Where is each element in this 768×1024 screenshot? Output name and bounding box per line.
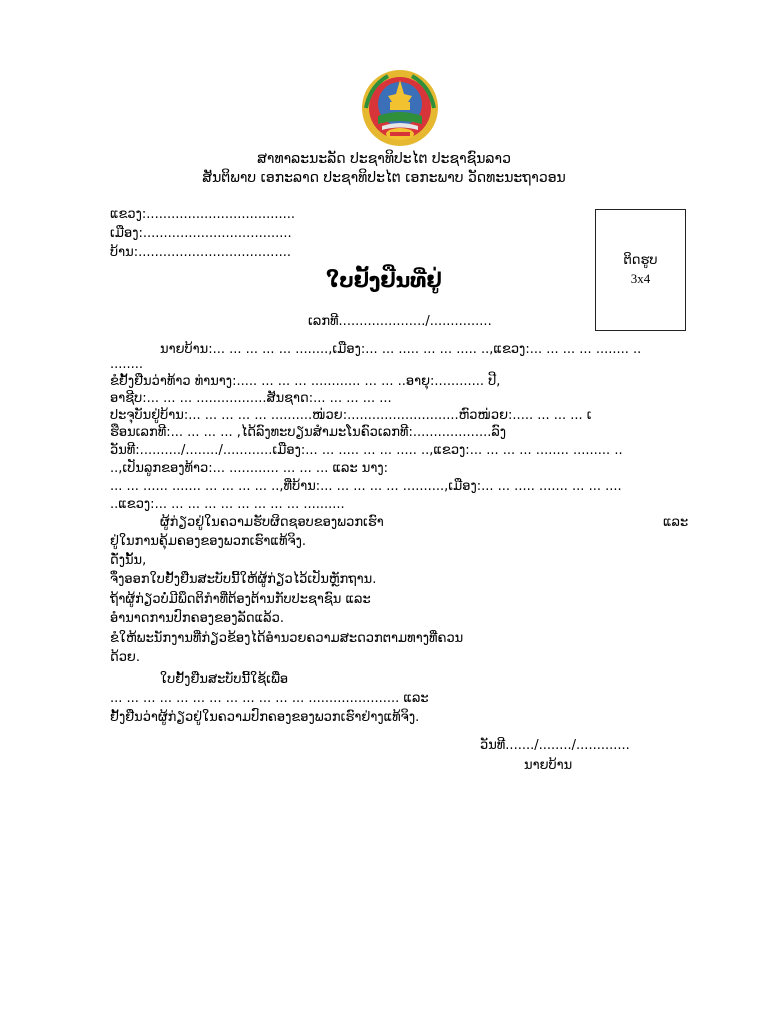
- body-line: ອຳນາດການປົກຄອງຂອງລັດແລ້ວ.: [110, 611, 284, 626]
- district-field: ເມືອງ:....................................: [110, 226, 292, 241]
- photo-label: ຕິດຮູບ: [623, 253, 658, 268]
- body-line: ແລະ: [663, 515, 689, 530]
- body-line: ........: [110, 357, 144, 372]
- body-line: ຢູ່ໃນການຄຸ້ມຄອງຂອງພວກເຮົາແທ້ຈິງ.: [110, 534, 307, 549]
- body-line: ດັ່ງນັ້ນ,: [110, 553, 147, 568]
- body-line: ຖ້າຜູ້ກ່ຽວບໍ່ມີພຶດຕິກຳທີ່ຕ້ອງຕ້ານກັບປະຊາຊົນ ແລະ: [110, 592, 371, 607]
- village-field: ບ້ານ:.....................................: [110, 245, 291, 260]
- body-line: ຢັ້ງຢືນວ່າຜູ້ກ່ຽວຢູ່ໃນຄວາມປົກຄອງຂອງພວກເຮົາຢ່າງແທ້ຈິງ.: [110, 710, 420, 725]
- motto-line: ສັນຕິພາບ ເອກະລາດ ປະຊາທິປະໄຕ ເອກະພາບ ວັດທະນະຖາວອນ: [202, 170, 566, 186]
- date-line: ວັນທີ......./......../.............: [480, 738, 630, 753]
- body-line: ... ... ... ... ... ... ... ... ... ... ... ... ...................... ແລະ: [110, 691, 429, 706]
- body-line: ... ... ...... ....... ... ... ... ... ..,ທີ່ບ້ານ:... ... ... ... ... ..........,ເມືອງ:... ... ..... ....... ... ... ....: [110, 479, 622, 494]
- body-line: ຜູ້ກ່ຽວຢູ່ໃນຄວາມຮັບຜິດຊອບຂອງພວກເຮົາ: [160, 515, 384, 530]
- body-line: ວັນທີ:........../......../............ເມືອງ:... ... ..... ... ... ..... ..,ແຂວງ:... ... ... ... ........ ......... ..: [110, 443, 623, 458]
- body-line: ປະຈຸບັນຢູ່ບ້ານ:... ... ... ... ... ..........ໜ່ວຍ:...........................ຫົວໜ່ວຍ:..... ... ... ... ເ: [110, 408, 592, 423]
- province-field: ແຂວງ:....................................: [110, 207, 296, 222]
- document-title: ໃບຢັ້ງຢືນທີ່ຢູ່: [326, 268, 442, 292]
- body-line: ນາຍບ້ານ:... ... ... ... ... ........,ເມືອງ:... ... ..... ... ... ..... ..,ແຂວງ:... ... ... ... ........ ..: [160, 342, 642, 357]
- body-line: ..,ເປັນລູກຂອງທ້າວ:... ............ ... ... ... ແລະ ນາງ:: [110, 461, 389, 476]
- lao-national-emblem-icon: [360, 68, 440, 148]
- body-line: ຂໍໃຫ້ພະນັກງານທີ່ກ່ຽວຂ້ອງໄດ້ອຳນວຍຄວາມສະດວກຕາມທາງທີ່ຄວນ: [110, 631, 464, 646]
- body-line: ..ແຂວງ:... ... ... ... ... ... ... ... ... ..........: [110, 497, 345, 512]
- country-name-line: ສາທາລະນະລັດ ປະຊາທິປະໄຕ ປະຊາຊົນລາວ: [257, 151, 511, 167]
- photo-size: 3x4: [630, 271, 651, 286]
- signer-title: ນາຍບ້ານ: [524, 758, 573, 773]
- document-number: ເລກທີ...................../...............: [308, 314, 492, 329]
- body-line: ໃບຢັ້ງຢືນສະບັບນີ້ໃຊ້ເພື່ອ: [160, 672, 289, 687]
- body-line: ຮືອນເລກທີ:... ... ... ... ,ໄດ້ລົງທະບຽນສຳມະໂນຄົວເລກທີ:...................ລົງ: [110, 425, 507, 440]
- body-line: ຂໍຢັ້ງຢືນວ່າທ້າວ ທ່ານາງ:..... ... ... ... ............ ... ... ..ອາຍຸ:............ ປີ,: [110, 374, 501, 389]
- body-line: ອາຊີບ:... ... ... .................ສັນຊາດ:... ... ... ... ...: [110, 391, 392, 406]
- body-line: ຈຶ່ງອອກໃບຢັ້ງຢືນສະບັບນີ້ໃຫ້ຜູ້ກ່ຽວໄວ້ເປັນຫຼັກຖານ.: [110, 572, 377, 587]
- body-line: ດ້ວຍ.: [110, 650, 140, 665]
